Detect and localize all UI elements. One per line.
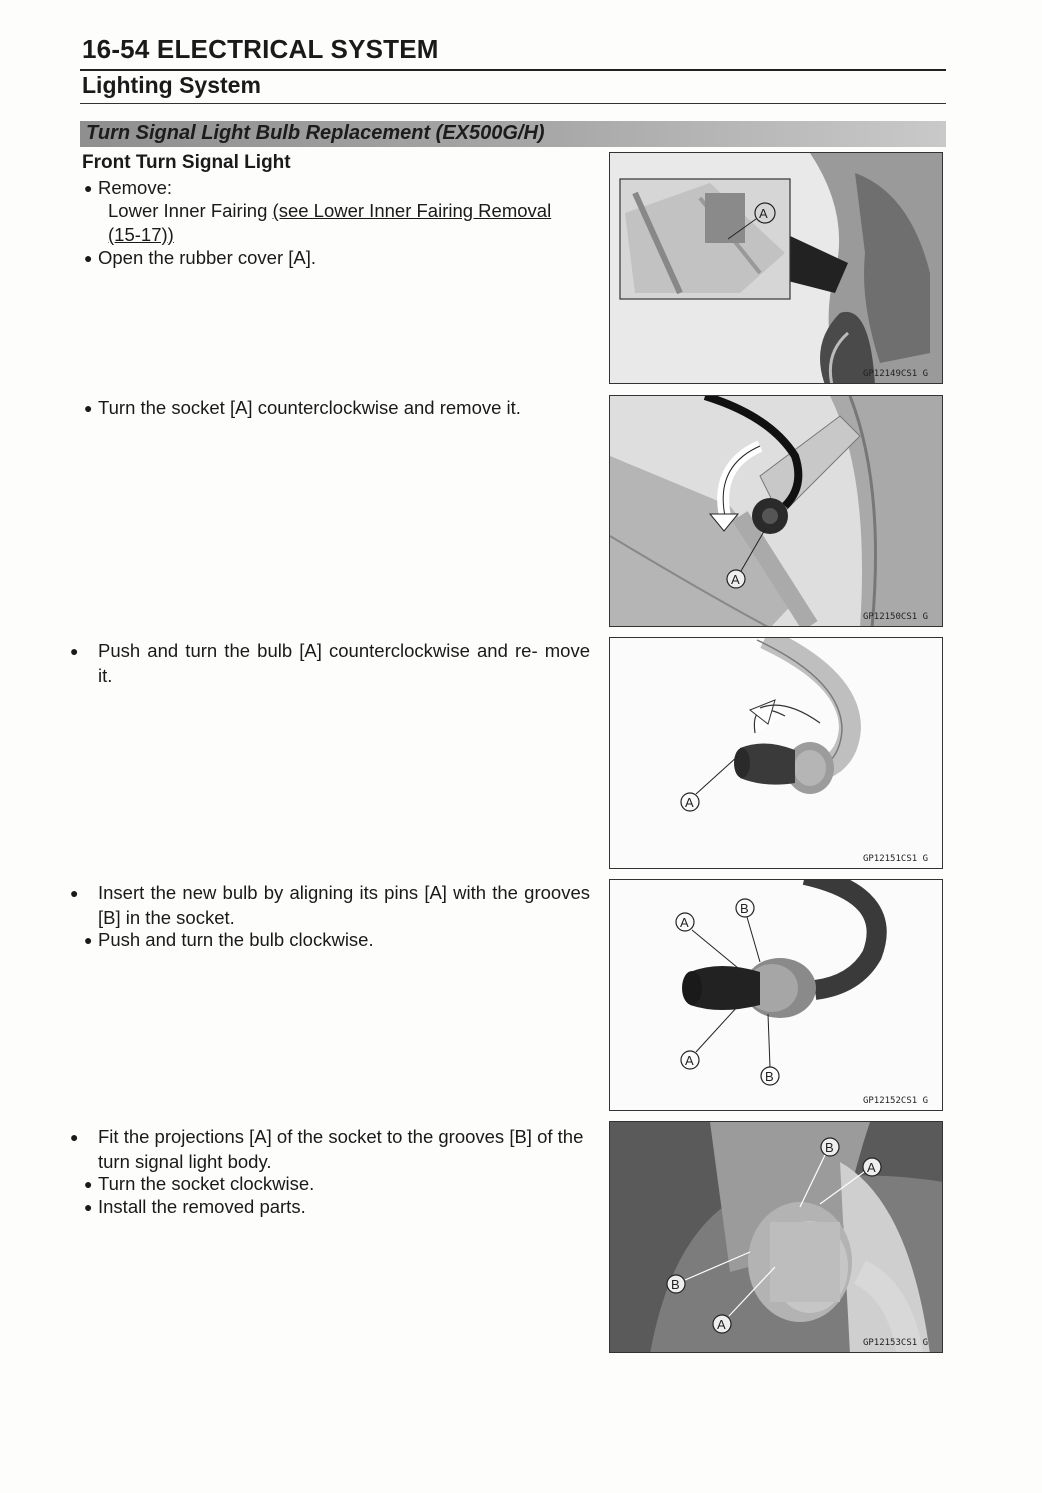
step-text: Turn the socket clockwise.	[98, 1173, 315, 1194]
subheader-rule	[80, 103, 946, 104]
bullet: ●	[84, 400, 93, 416]
page-header-title: 16-54 ELECTRICAL SYSTEM	[82, 34, 439, 64]
step-install-parts	[84, 1195, 584, 1220]
bullet: ●	[70, 643, 79, 659]
step-turn-socket	[84, 396, 584, 421]
step-fit-projections	[70, 1125, 598, 1173]
remove-item-text: Lower Inner Fairing	[108, 200, 273, 221]
svg-text:B: B	[740, 901, 749, 916]
bullet: ●	[84, 1199, 93, 1215]
svg-text:A: A	[717, 1317, 726, 1332]
step-push-clockwise	[84, 928, 584, 953]
figure-code: GP12150CS1 G	[862, 612, 928, 622]
bullet: ●	[70, 1129, 79, 1145]
svg-text:B: B	[671, 1277, 680, 1292]
svg-text:A: A	[685, 1053, 694, 1068]
bullet: ●	[84, 1176, 93, 1192]
section-title: Turn Signal Light Bulb Replacement (EX500G/H)	[86, 122, 545, 144]
step-text: Push and turn the bulb [A] counterclockwise and re- move it.	[98, 640, 590, 686]
figure-code: GP12149CS1 G	[862, 369, 928, 379]
step-text: Fit the projections [A] of the socket to the grooves [B] of the turn signal light body.	[98, 1126, 584, 1172]
figure-bulb-removal	[609, 637, 943, 869]
bullet: ●	[84, 932, 93, 948]
step-text: Turn the socket [A] counterclockwise and remove it.	[98, 397, 521, 418]
step-text: Insert the new bulb by aligning its pins [A] with the grooves [B] in the socket.	[98, 882, 590, 928]
page-header-subtitle: Lighting System	[82, 72, 261, 98]
bullet: ●	[70, 885, 79, 901]
svg-text:B: B	[765, 1069, 774, 1084]
cross-reference-link[interactable]: (see Lower Inner Fairing Removal (15-17))	[108, 200, 552, 245]
figure-socket-fit	[609, 1121, 943, 1353]
section-title-bar	[80, 121, 946, 147]
step-text: Open the rubber cover [A].	[98, 247, 317, 268]
figure-code: GP12151CS1 G	[862, 854, 928, 864]
step-text: Push and turn the bulb clockwise.	[98, 929, 374, 950]
svg-text:B: B	[825, 1140, 834, 1155]
figure-socket-removal	[609, 395, 943, 627]
svg-text:A: A	[680, 915, 689, 930]
step-remove	[84, 176, 584, 201]
figure-bulb-removal-drawing	[610, 638, 943, 869]
step-insert-bulb	[70, 881, 590, 929]
svg-text:A: A	[759, 206, 768, 221]
figure-bulb-insert-drawing	[610, 880, 943, 1111]
svg-text:A: A	[731, 572, 740, 587]
step-push-turn-bulb	[70, 639, 590, 687]
step-open-cover	[84, 246, 584, 271]
step-turn-socket-clockwise	[84, 1172, 584, 1197]
subheading-front-turn-signal: Front Turn Signal Light	[82, 152, 291, 173]
svg-text:A: A	[867, 1160, 876, 1175]
figure-socket-removal-drawing	[610, 396, 943, 627]
svg-text:A: A	[685, 795, 694, 810]
figure-bulb-insert	[609, 879, 943, 1111]
figure-code: GP12153CS1 G	[862, 1338, 928, 1348]
bullet: ●	[84, 180, 93, 196]
figure-rubber-cover-drawing	[610, 153, 943, 384]
step-remove-item	[108, 199, 588, 246]
header-rule	[80, 69, 946, 71]
figure-socket-fit-drawing	[610, 1122, 943, 1353]
figure-rubber-cover	[609, 152, 943, 384]
step-text: Remove:	[98, 177, 173, 198]
bullet: ●	[84, 250, 93, 266]
step-text: Install the removed parts.	[98, 1196, 306, 1217]
figure-code: GP12152CS1 G	[862, 1096, 928, 1106]
